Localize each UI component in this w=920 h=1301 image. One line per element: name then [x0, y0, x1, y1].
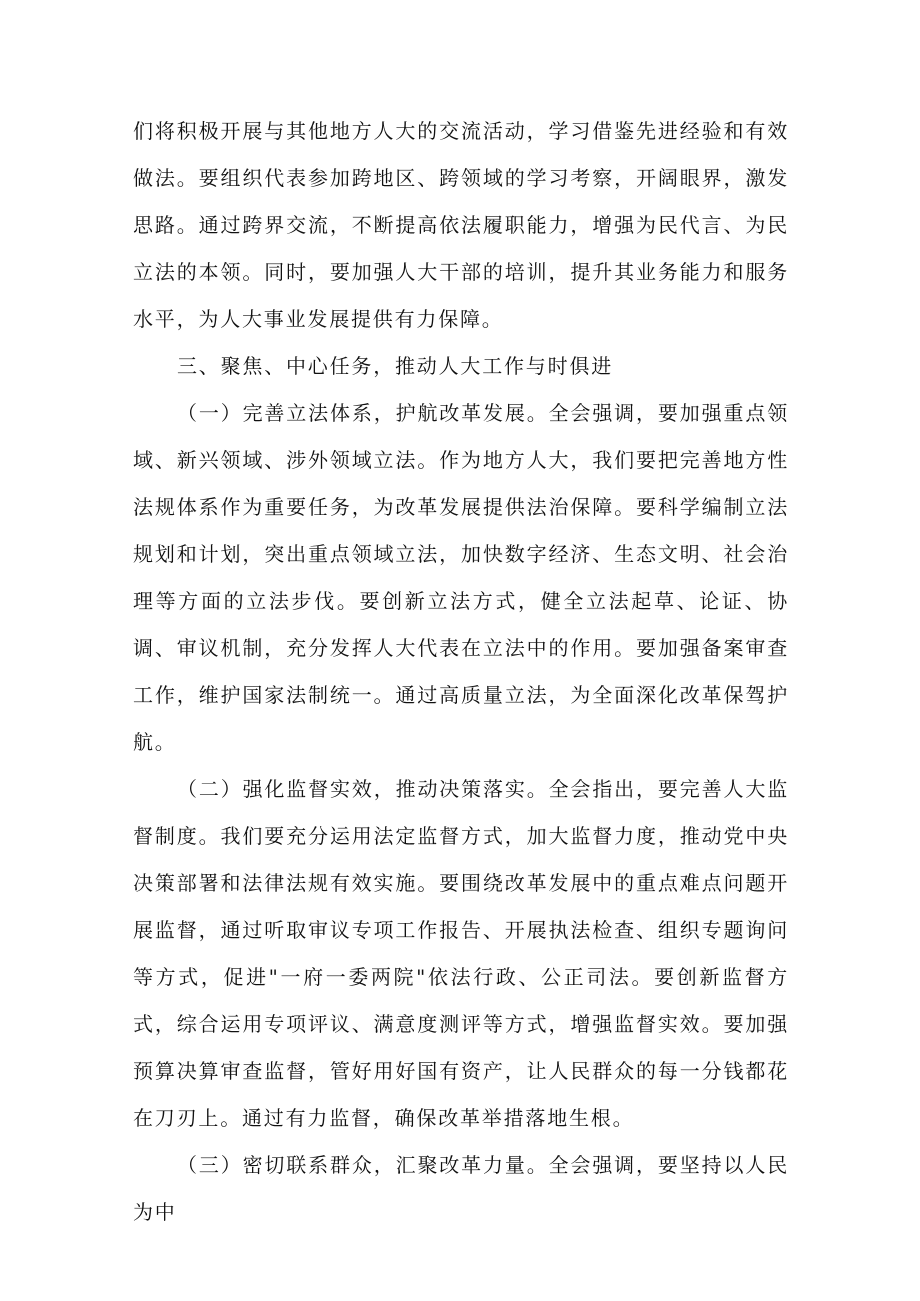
- paragraph-legislation: （一）完善立法体系，护航改革发展。全会强调，要加强重点领域、新兴领域、涉外领域立法。作为地方人大，我们要把完善地方性法规体系作为重要任务，为改革发展提供法治保障。要科学编制立法规划和计划，突出重点领域立法，加快数字经济、生态文明、社会治理等方面的立法步伐。要创新立法方式，健全立法起草、论证、协调、审议机制，充分发挥人大代表在立法中的作用。要加强备案审查工作，维护国家法制统一。通过高质量立法，为全面深化改革保驾护航。: [133, 401, 789, 754]
- section-heading: 三、聚焦、中心任务，推动人大工作与时俱进: [177, 354, 613, 378]
- paragraph-supervision: （二）强化监督实效，推动决策落实。全会指出，要完善人大监督制度。我们要充分运用法定监督方式，加大监督力度，推动党中央决策部署和法律法规有效实施。要围绕改革发展中的重点难点问题开展监督，通过听取审议专项工作报告、开展执法检查、组织专题询问等方式，促进"一府一委两院"依法行政、公正司法。要创新监督方式，综合运用专项评议、满意度测评等方式，增强监督实效。要加强预算决算审查监督，管好用好国有资产，让人民群众的每一分钱都花在刀刃上。通过有力监督，确保改革举措落地生根。: [133, 777, 789, 1130]
- document-page: [133, 108, 789, 1236]
- paragraph-continuation: 们将积极开展与其他地方人大的交流活动，学习借鉴先进经验和有效做法。要组织代表参加跨地区、跨领域的学习考察，开阔眼界，激发思路。通过跨界交流，不断提高依法履职能力，增强为民代言、为民立法的本领。同时，要加强人大干部的培训，提升其业务能力和服务水平，为人大事业发展提供有力保障。: [133, 119, 789, 331]
- paragraph-masses: （三）密切联系群众，汇聚改革力量。全会强调，要坚持以人民为中: [133, 1153, 789, 1224]
